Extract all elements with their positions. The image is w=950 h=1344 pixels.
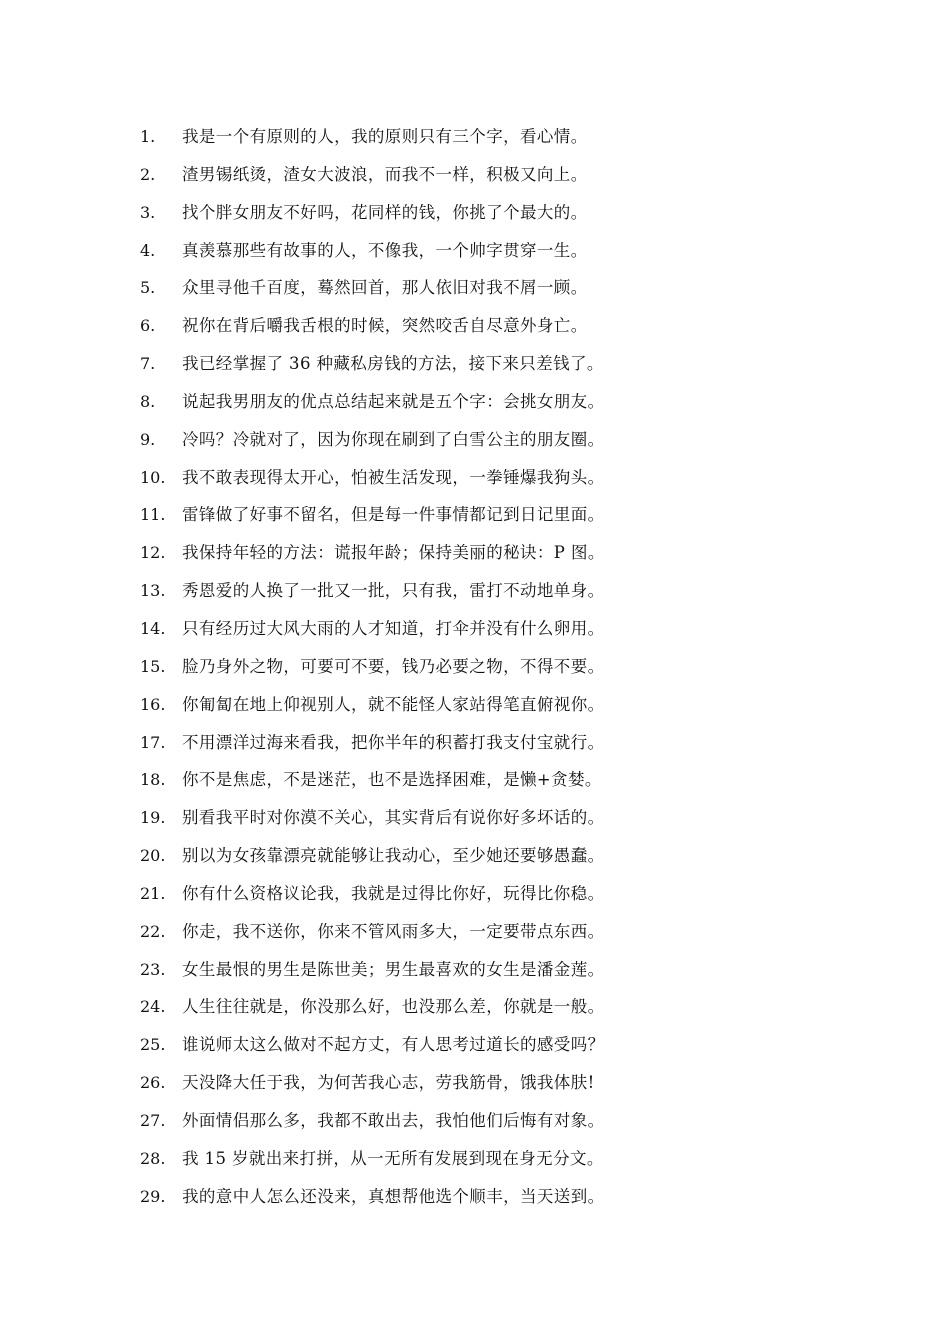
- joke-list: [140, 118, 700, 1215]
- list-item: [140, 156, 700, 194]
- item-number: 16.: [140, 694, 166, 714]
- item-text: 众里寻他千百度，蓦然回首，那人依旧对我不屑一顾。: [182, 278, 588, 298]
- list-item: [140, 913, 700, 951]
- list-item: [140, 345, 700, 383]
- item-number: 14.: [140, 618, 166, 638]
- item-number: 23.: [140, 959, 166, 979]
- list-item: [140, 1178, 700, 1216]
- item-text: 冷吗？冷就对了，因为你现在刷到了白雪公主的朋友圈。: [182, 429, 605, 449]
- list-item: [140, 572, 700, 610]
- list-item: [140, 724, 700, 762]
- item-number: 2.: [140, 164, 156, 184]
- item-number: 26.: [140, 1073, 166, 1093]
- list-item: [140, 1026, 700, 1064]
- item-text: 不用漂洋过海来看我，把你半年的积蓄打我支付宝就行。: [182, 732, 605, 752]
- list-item: [140, 1102, 700, 1140]
- item-text: 找个胖女朋友不好吗，花同样的钱，你挑了个最大的。: [182, 202, 588, 222]
- item-text: 真羡慕那些有故事的人，不像我，一个帅字贯穿一生。: [182, 240, 588, 260]
- item-text: 雷锋做了好事不留名，但是每一件事情都记到日记里面。: [182, 505, 605, 525]
- item-text: 我 15 岁就出来打拼，从一无所有发展到现在身无分文。: [182, 1148, 604, 1168]
- item-text: 女生最恨的男生是陈世美；男生最喜欢的女生是潘金莲。: [182, 959, 605, 979]
- item-number: 9.: [140, 429, 156, 449]
- list-item: [140, 1140, 700, 1178]
- list-item: [140, 307, 700, 345]
- item-number: 11.: [140, 505, 166, 525]
- list-item: [140, 194, 700, 232]
- item-text: 人生往往就是，你没那么好，也没那么差，你就是一般。: [182, 997, 605, 1017]
- item-text: 我是一个有原则的人，我的原则只有三个字，看心情。: [182, 127, 588, 146]
- item-text: 你不是焦虑，不是迷茫，也不是选择困难，是懒+贪婪。: [182, 770, 602, 790]
- item-text: 天没降大任于我，为何苦我心志，劳我筋骨，饿我体肤!: [182, 1073, 595, 1093]
- item-text: 只有经历过大风大雨的人才知道，打伞并没有什么卵用。: [182, 618, 605, 638]
- item-text: 你有什么资格议论我，我就是过得比你好，玩得比你稳。: [182, 883, 605, 903]
- item-number: 18.: [140, 770, 166, 790]
- item-number: 12.: [140, 543, 166, 563]
- list-item: [140, 459, 700, 497]
- item-number: 25.: [140, 1035, 166, 1055]
- item-text: 我已经掌握了 36 种藏私房钱的方法，接下来只差钱了。: [182, 354, 604, 374]
- item-number: 6.: [140, 316, 156, 336]
- item-text: 渣男锡纸烫，渣女大波浪，而我不一样，积极又向上。: [182, 164, 588, 184]
- item-number: 8.: [140, 391, 156, 411]
- item-text: 你匍匐在地上仰视别人，就不能怪人家站得笔直俯视你。: [182, 694, 605, 714]
- item-number: 27.: [140, 1110, 166, 1130]
- item-text: 脸乃身外之物，可要可不要，钱乃必要之物，不得不要。: [182, 656, 605, 676]
- item-text: 你走，我不送你，你来不管风雨多大，一定要带点东西。: [182, 921, 605, 941]
- list-item: [140, 686, 700, 724]
- item-text: 说起我男朋友的优点总结起来就是五个字：会挑女朋友。: [182, 391, 605, 411]
- item-number: 21.: [140, 883, 166, 903]
- list-item: [140, 118, 700, 156]
- list-item: [140, 383, 700, 421]
- list-item: [140, 988, 700, 1026]
- list-item: [140, 1064, 700, 1102]
- item-text: 我不敢表现得太开心，怕被生活发现，一拳锤爆我狗头。: [182, 467, 605, 487]
- item-number: 28.: [140, 1148, 166, 1168]
- item-text: 我的意中人怎么还没来，真想帮他选个顺丰，当天送到。: [182, 1186, 605, 1206]
- list-item: [140, 837, 700, 875]
- list-item: [140, 951, 700, 989]
- item-number: 4.: [140, 240, 156, 260]
- list-item: [140, 421, 700, 459]
- item-number: 10.: [140, 467, 166, 487]
- item-number: 13.: [140, 581, 166, 601]
- list-item: [140, 648, 700, 686]
- list-item: [140, 610, 700, 648]
- list-item: [140, 875, 700, 913]
- list-item: [140, 232, 700, 270]
- list-item: [140, 761, 700, 799]
- item-number: 7.: [140, 354, 156, 374]
- list-item: [140, 799, 700, 837]
- item-number: 20.: [140, 846, 166, 866]
- item-number: 3.: [140, 202, 156, 222]
- item-text: 祝你在背后嚼我舌根的时候，突然咬舌自尽意外身亡。: [182, 316, 588, 336]
- list-item: [140, 269, 700, 307]
- item-number: 15.: [140, 656, 166, 676]
- item-number: 5.: [140, 278, 156, 298]
- item-text: 别看我平时对你漠不关心，其实背后有说你好多坏话的。: [182, 808, 605, 828]
- item-text: 外面情侣那么多，我都不敢出去，我怕他们后悔有对象。: [182, 1110, 605, 1130]
- item-text: 别以为女孩靠漂亮就能够让我动心，至少她还要够愚蠢。: [182, 846, 605, 866]
- item-number: 19.: [140, 808, 166, 828]
- item-number: 29.: [140, 1186, 166, 1206]
- item-text: 谁说师太这么做对不起方丈，有人思考过道长的感受吗？: [182, 1035, 605, 1055]
- item-number: 1.: [140, 127, 156, 146]
- item-text: 我保持年轻的方法：谎报年龄；保持美丽的秘诀：P 图。: [182, 543, 605, 563]
- item-number: 17.: [140, 732, 166, 752]
- item-text: 秀恩爱的人换了一批又一批，只有我，雷打不动地单身。: [182, 581, 605, 601]
- item-number: 24.: [140, 997, 166, 1017]
- list-item: [140, 534, 700, 572]
- item-number: 22.: [140, 921, 166, 941]
- list-item: [140, 496, 700, 534]
